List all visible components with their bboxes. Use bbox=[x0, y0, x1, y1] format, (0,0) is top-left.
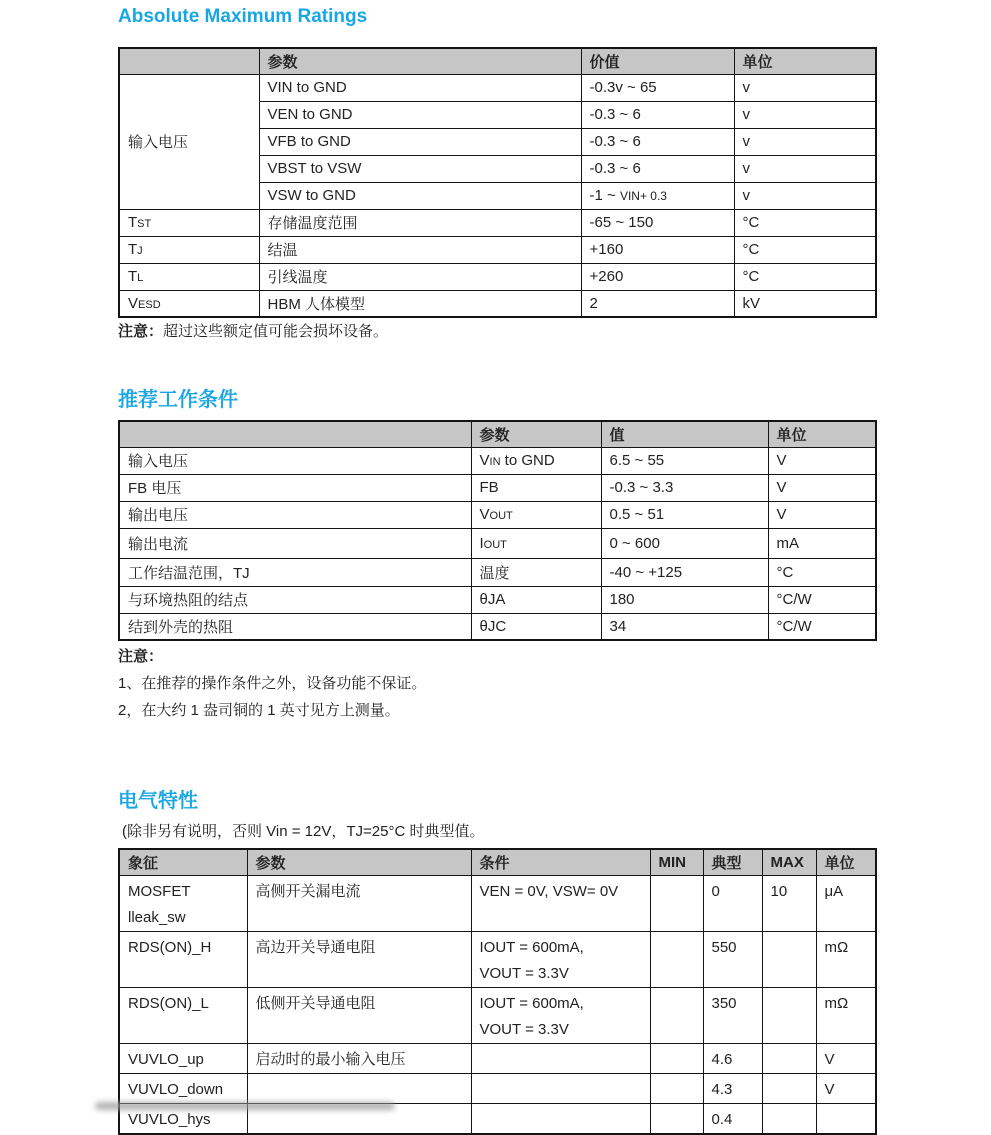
amr-param: VEN to GND bbox=[259, 101, 581, 128]
elec-symbol: VUVLO_hys bbox=[119, 1103, 247, 1134]
amr-value: +160 bbox=[581, 236, 734, 263]
elec-cond bbox=[471, 1073, 650, 1103]
amr-value: -0.3 ~ 6 bbox=[581, 155, 734, 182]
elec-header-max: MAX bbox=[762, 849, 816, 875]
elec-header-param: 参数 bbox=[247, 849, 471, 875]
elec-cond bbox=[471, 1103, 650, 1134]
rec-unit: mA bbox=[768, 528, 876, 558]
elec-param: 高边开关导通电阻 bbox=[247, 931, 471, 987]
elec-cond: IOUT = 600mA, VOUT = 3.3V bbox=[471, 931, 650, 987]
elec-cond: IOUT = 600mA, VOUT = 3.3V bbox=[471, 987, 650, 1043]
amr-param: VBST to VSW bbox=[259, 155, 581, 182]
elec-min bbox=[650, 1073, 703, 1103]
rec-label: 工作结温范围，TJ bbox=[119, 558, 471, 586]
elec-symbol: VUVLO_down bbox=[119, 1073, 247, 1103]
elec-param bbox=[247, 1073, 471, 1103]
rec-value: -0.3 ~ 3.3 bbox=[601, 474, 768, 501]
elec-intro-text: (除非另有说明，否则 Vin = 12V，TJ=25°C 时典型值。 bbox=[122, 823, 485, 840]
amr-header-blank bbox=[119, 48, 259, 74]
amr-unit: °C bbox=[734, 263, 876, 290]
table-row bbox=[119, 447, 876, 474]
elec-typ: 0.4 bbox=[703, 1103, 762, 1134]
elec-param: 高侧开关漏电流 bbox=[247, 875, 471, 931]
amr-group-label: 输入电压 bbox=[119, 74, 259, 209]
rec-unit: V bbox=[768, 501, 876, 528]
table-row bbox=[119, 263, 876, 290]
elec-min bbox=[650, 931, 703, 987]
rec-value: 34 bbox=[601, 613, 768, 640]
table-row bbox=[119, 474, 876, 501]
elec-header-typ: 典型 bbox=[703, 849, 762, 875]
table-row bbox=[119, 209, 876, 236]
amr-unit: °C bbox=[734, 209, 876, 236]
elec-min bbox=[650, 987, 703, 1043]
note-item: 2，在大约 1 盎司铜的 1 英寸见方上测量。 bbox=[118, 702, 400, 719]
rec-value: 0.5 ~ 51 bbox=[601, 501, 768, 528]
amr-header-value: 价值 bbox=[581, 48, 734, 74]
rec-header-unit: 单位 bbox=[768, 421, 876, 447]
elec-max bbox=[762, 1103, 816, 1134]
elec-header-min: MIN bbox=[650, 849, 703, 875]
page-bottom-artifact bbox=[95, 1102, 395, 1110]
elec-unit: mΩ bbox=[816, 931, 876, 987]
rec-unit: °C bbox=[768, 558, 876, 586]
table-row bbox=[119, 1043, 876, 1073]
section-title-recommended-conditions: 推荐工作条件 bbox=[118, 389, 238, 411]
note-item: 1、在推荐的操作条件之外，设备功能不保证。 bbox=[118, 675, 427, 692]
elec-min bbox=[650, 875, 703, 931]
rec-param: FB bbox=[471, 474, 601, 501]
table-row bbox=[119, 987, 876, 1043]
amr-param: HBM 人体模型 bbox=[259, 290, 581, 317]
amr-symbol: TJ bbox=[119, 236, 259, 263]
elec-symbol: VUVLO_up bbox=[119, 1043, 247, 1073]
amr-value: -65 ~ 150 bbox=[581, 209, 734, 236]
rec-value: 0 ~ 600 bbox=[601, 528, 768, 558]
rec-param: VOUT bbox=[471, 501, 601, 528]
elec-max bbox=[762, 1073, 816, 1103]
recommended-conditions-table bbox=[118, 420, 877, 641]
amr-value: -0.3 ~ 6 bbox=[581, 101, 734, 128]
rec-unit: V bbox=[768, 447, 876, 474]
rec-param: 温度 bbox=[471, 558, 601, 586]
amr-unit: v bbox=[734, 74, 876, 101]
rec-value: 6.5 ~ 55 bbox=[601, 447, 768, 474]
table-row bbox=[119, 931, 876, 987]
rec-label: 输入电压 bbox=[119, 447, 471, 474]
elec-cond bbox=[471, 1043, 650, 1073]
elec-typ: 350 bbox=[703, 987, 762, 1043]
elec-typ: 4.6 bbox=[703, 1043, 762, 1073]
amr-unit: kV bbox=[734, 290, 876, 317]
absolute-maximum-ratings-table bbox=[118, 47, 877, 318]
rec-param: IOUT bbox=[471, 528, 601, 558]
elec-header-symbol: 象征 bbox=[119, 849, 247, 875]
amr-unit: v bbox=[734, 182, 876, 209]
rec-label: 与环境热阻的结点 bbox=[119, 586, 471, 613]
amr-unit: v bbox=[734, 128, 876, 155]
amr-value: -0.3v ~ 65 bbox=[581, 74, 734, 101]
amr-note bbox=[118, 320, 388, 341]
table-header-row bbox=[119, 421, 876, 447]
elec-max bbox=[762, 931, 816, 987]
amr-param: 存储温度范围 bbox=[259, 209, 581, 236]
elec-param: 低侧开关导通电阻 bbox=[247, 987, 471, 1043]
elec-unit: V bbox=[816, 1073, 876, 1103]
table-row bbox=[119, 558, 876, 586]
elec-typ: 0 bbox=[703, 875, 762, 931]
elec-unit bbox=[816, 1103, 876, 1134]
elec-typ: 4.3 bbox=[703, 1073, 762, 1103]
rec-unit: °C/W bbox=[768, 613, 876, 640]
amr-param: 结温 bbox=[259, 236, 581, 263]
elec-unit: V bbox=[816, 1043, 876, 1073]
amr-param: VIN to GND bbox=[259, 74, 581, 101]
amr-unit: °C bbox=[734, 236, 876, 263]
table-row bbox=[119, 236, 876, 263]
amr-unit: v bbox=[734, 101, 876, 128]
elec-typ: 550 bbox=[703, 931, 762, 987]
rec-notes bbox=[118, 643, 426, 724]
rec-label: 输出电流 bbox=[119, 528, 471, 558]
table-header-row bbox=[119, 849, 876, 875]
table-row bbox=[119, 875, 876, 931]
table-row bbox=[119, 1073, 876, 1103]
table-row bbox=[119, 290, 876, 317]
rec-unit: °C/W bbox=[768, 586, 876, 613]
elec-min bbox=[650, 1103, 703, 1134]
section-title-absolute-maximum-ratings: Absolute Maximum Ratings bbox=[118, 6, 368, 27]
amr-param: VSW to GND bbox=[259, 182, 581, 209]
table-header-row bbox=[119, 48, 876, 74]
amr-unit: v bbox=[734, 155, 876, 182]
table-row bbox=[119, 501, 876, 528]
amr-symbol: VESD bbox=[119, 290, 259, 317]
elec-param: 启动时的最小输入电压 bbox=[247, 1043, 471, 1073]
elec-symbol: RDS(ON)_L bbox=[119, 987, 247, 1043]
rec-header-blank bbox=[119, 421, 471, 447]
rec-param: VIN to GND bbox=[471, 447, 601, 474]
amr-value: 2 bbox=[581, 290, 734, 317]
amr-param: 引线温度 bbox=[259, 263, 581, 290]
table-row bbox=[119, 613, 876, 640]
note-label: 注意： bbox=[118, 323, 164, 340]
rec-value: -40 ~ +125 bbox=[601, 558, 768, 586]
rec-label: 结到外壳的热阻 bbox=[119, 613, 471, 640]
electrical-characteristics-table bbox=[118, 848, 877, 1135]
rec-param: θJA bbox=[471, 586, 601, 613]
table-row bbox=[119, 528, 876, 558]
amr-value: +260 bbox=[581, 263, 734, 290]
elec-symbol: RDS(ON)_H bbox=[119, 931, 247, 987]
section-title-electrical-characteristics: 电气特性 bbox=[118, 790, 198, 812]
rec-value: 180 bbox=[601, 586, 768, 613]
elec-header-unit: 单位 bbox=[816, 849, 876, 875]
elec-max: 10 bbox=[762, 875, 816, 931]
rec-label: 输出电压 bbox=[119, 501, 471, 528]
elec-header-cond: 条件 bbox=[471, 849, 650, 875]
amr-value: -1 ~ VIN+ 0.3 bbox=[581, 182, 734, 209]
amr-header-param: 参数 bbox=[259, 48, 581, 74]
rec-unit: V bbox=[768, 474, 876, 501]
rec-header-value: 值 bbox=[601, 421, 768, 447]
elec-unit: μA bbox=[816, 875, 876, 931]
elec-max bbox=[762, 1043, 816, 1073]
amr-value: -0.3 ~ 6 bbox=[581, 128, 734, 155]
table-row bbox=[119, 74, 876, 101]
rec-param: θJC bbox=[471, 613, 601, 640]
rec-header-param: 参数 bbox=[471, 421, 601, 447]
note-text: 超过这些额定值可能会损坏设备。 bbox=[163, 323, 389, 340]
amr-header-unit: 单位 bbox=[734, 48, 876, 74]
elec-cond: VEN = 0V, VSW= 0V bbox=[471, 875, 650, 931]
elec-min bbox=[650, 1043, 703, 1073]
elec-symbol: MOSFET lleak_sw bbox=[119, 875, 247, 931]
rec-label: FB 电压 bbox=[119, 474, 471, 501]
amr-symbol: TL bbox=[119, 263, 259, 290]
note-label: 注意： bbox=[118, 648, 164, 665]
amr-symbol: TST bbox=[119, 209, 259, 236]
elec-unit: mΩ bbox=[816, 987, 876, 1043]
table-row bbox=[119, 586, 876, 613]
amr-param: VFB to GND bbox=[259, 128, 581, 155]
elec-max bbox=[762, 987, 816, 1043]
